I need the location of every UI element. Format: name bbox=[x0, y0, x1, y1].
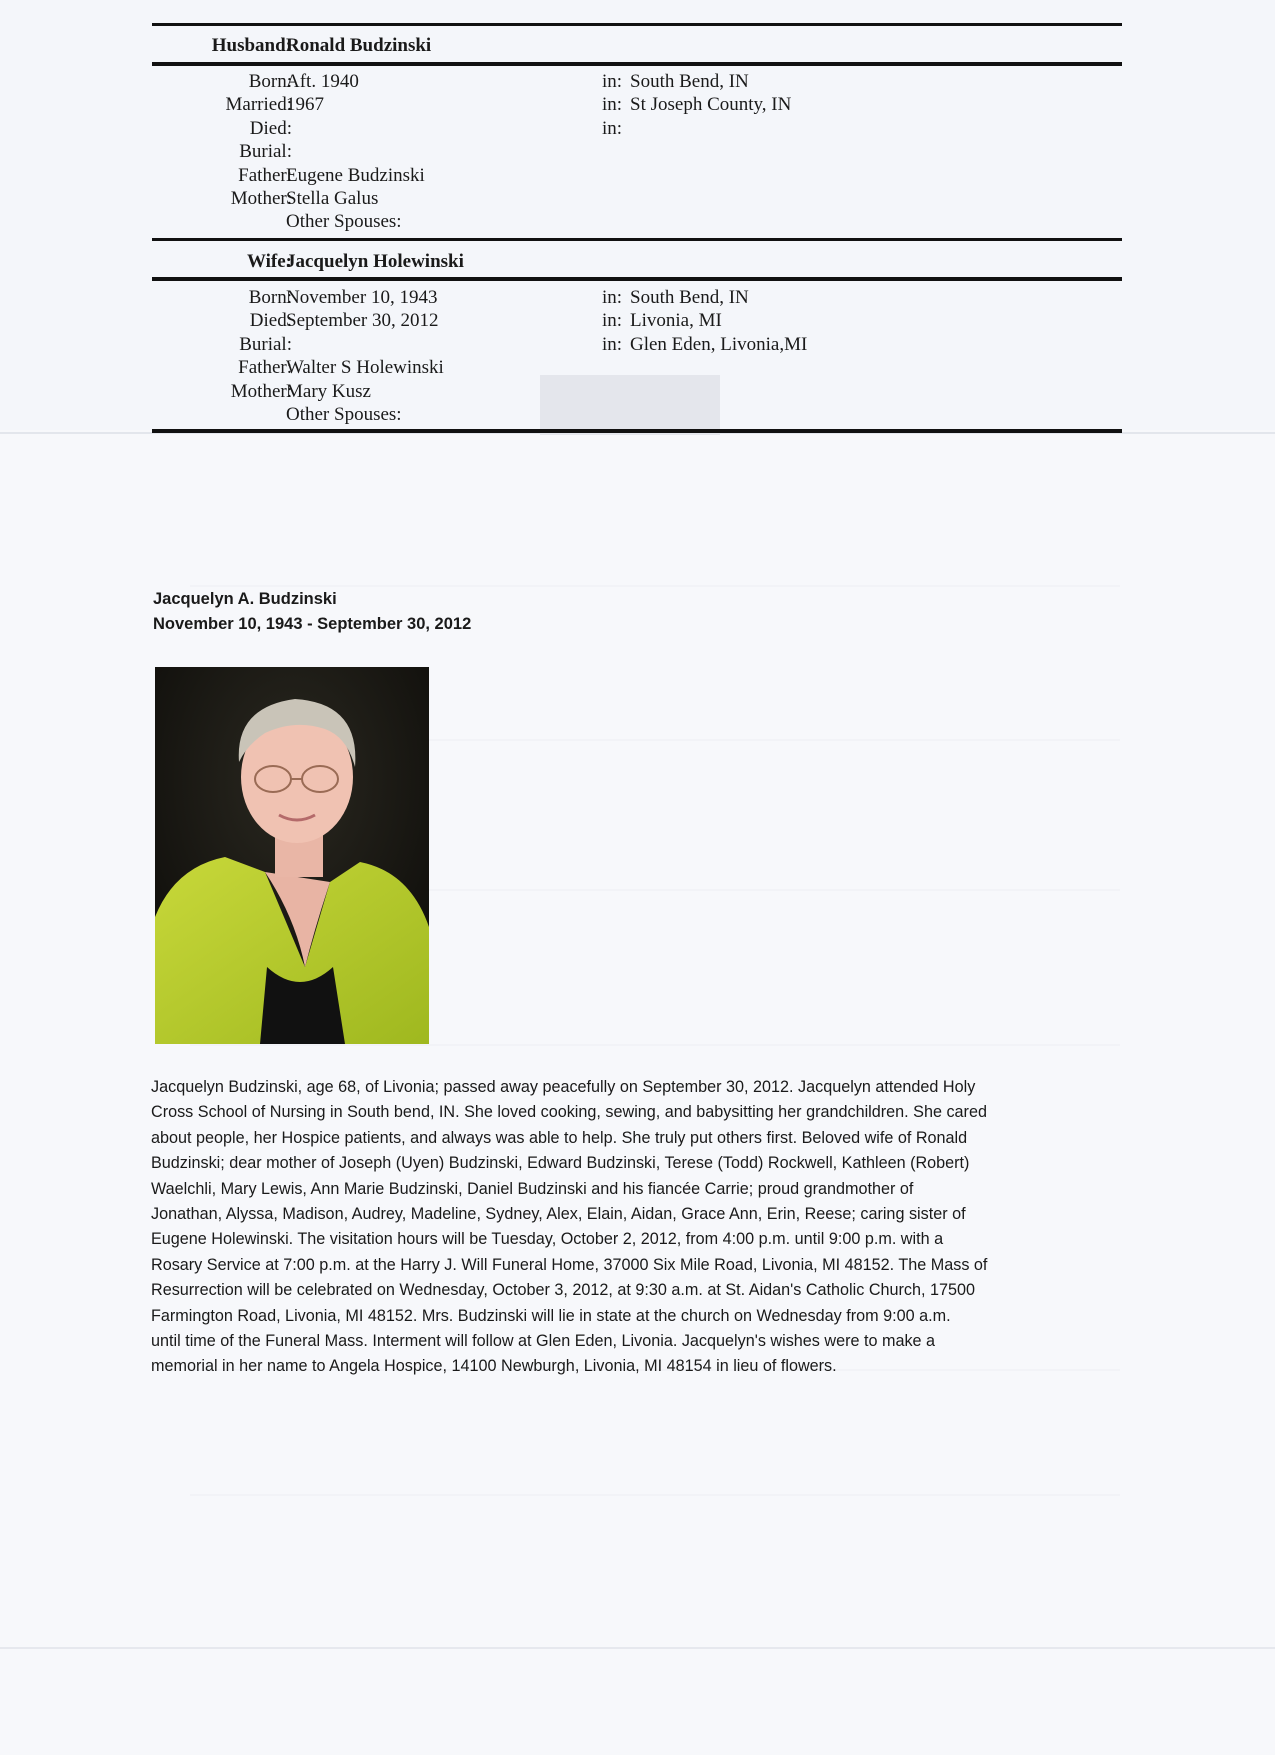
obituary-line: Resurrection will be celebrated on Wednesday, October 3, 2012, at 9:30 a.m. at St. Aidan's Catholic Church, 17500 bbox=[151, 1281, 976, 1300]
place-label: in: bbox=[602, 310, 623, 332]
portrait-photo bbox=[155, 667, 429, 1044]
husband-row-burial bbox=[152, 141, 1122, 164]
field-label: Married: bbox=[225, 94, 292, 116]
wife-details bbox=[152, 287, 1122, 427]
obituary-line: Rosary Service at 7:00 p.m. at the Harry J. Will Funeral Home, 37000 Six Mile Road, Livonia, MI 48152. The Mass of bbox=[151, 1255, 988, 1274]
divider-rule bbox=[152, 238, 1122, 241]
wife-row-other-spouses bbox=[152, 404, 1122, 427]
husband-row-father bbox=[152, 165, 1122, 188]
place-value: Livonia, MI bbox=[630, 310, 722, 332]
husband-row-married bbox=[152, 94, 1122, 117]
divider-rule bbox=[152, 429, 1122, 433]
wife-row-burial bbox=[152, 334, 1122, 357]
obituary-line: Cross School of Nursing in South bend, IN. She loved cooking, sewing, and babysitting her grandchildren. She cared bbox=[151, 1103, 987, 1122]
obituary-text bbox=[151, 1075, 1131, 1380]
obituary-line: Budzinski; dear mother of Joseph (Uyen) Budzinski, Edward Budzinski, Terese (Todd) Rockwell, Kathleen (Robert) bbox=[151, 1154, 970, 1173]
divider-rule bbox=[152, 62, 1122, 66]
field-label: Burial: bbox=[239, 141, 292, 163]
wife-row-mother bbox=[152, 381, 1122, 404]
field-label: Father: bbox=[238, 357, 292, 379]
wife-name: Jacquelyn Holewinski bbox=[286, 251, 464, 272]
husband-details bbox=[152, 71, 1122, 235]
obituary-line: Eugene Holewinski. The visitation hours will be Tuesday, October 2, 2012, from 4:00 p.m. until 9:00 p.m. with a bbox=[151, 1230, 944, 1249]
wife-row-father bbox=[152, 357, 1122, 380]
field-label: Mother: bbox=[230, 187, 292, 209]
place-value: South Bend, IN bbox=[630, 287, 749, 308]
wife-row-died bbox=[152, 310, 1122, 333]
obituary-line: Farmington Road, Livonia, MI 48152. Mrs. Budzinski will lie in state at the church on Wednesday from 9:00 a.m. bbox=[151, 1306, 951, 1325]
place-value: South Bend, IN bbox=[630, 71, 749, 92]
obituary-line: until time of the Funeral Mass. Interment will follow at Glen Eden, Livonia. Jacquelyn's wishes were to make a bbox=[151, 1332, 936, 1351]
portrait-illustration bbox=[155, 667, 429, 1044]
obituary-line: Jacquelyn Budzinski, age 68, of Livonia; passed away peacefully on September 30, 2012. Jacquelyn attended Holy bbox=[151, 1078, 976, 1096]
wife-heading-label: Wife: bbox=[246, 251, 292, 272]
obituary-line: Jonathan, Alyssa, Madison, Audrey, Madeline, Sydney, Alex, Elain, Aidan, Grace Ann, Erin, Reese; caring sister of bbox=[151, 1205, 966, 1224]
field-label: Father: bbox=[238, 164, 292, 186]
field-label: Died: bbox=[249, 310, 292, 332]
field-label: Born: bbox=[248, 287, 292, 308]
field-value: Stella Galus bbox=[286, 187, 379, 209]
field-label: Mother: bbox=[230, 380, 292, 402]
place-label: in: bbox=[602, 117, 623, 139]
field-value: Mary Kusz bbox=[286, 380, 371, 402]
place-label: in: bbox=[602, 333, 623, 355]
field-label: Died: bbox=[249, 117, 292, 139]
field-value: November 10, 1943 bbox=[286, 287, 438, 308]
divider-rule bbox=[152, 277, 1122, 281]
field-label: Born: bbox=[248, 71, 292, 92]
obituary-dates: November 10, 1943 - September 30, 2012 bbox=[153, 615, 472, 633]
field-value: 1967 bbox=[286, 94, 324, 116]
husband-row-born bbox=[152, 71, 1122, 94]
field-value: Other Spouses: bbox=[286, 211, 402, 233]
place-label: in: bbox=[602, 287, 623, 308]
divider-rule bbox=[152, 23, 1122, 26]
husband-name: Ronald Budzinski bbox=[286, 35, 432, 56]
field-value: Eugene Budzinski bbox=[286, 164, 425, 186]
obituary-name: Jacquelyn A. Budzinski bbox=[153, 590, 337, 608]
place-value: Glen Eden, Livonia,MI bbox=[630, 333, 808, 355]
husband-row-died bbox=[152, 118, 1122, 141]
husband-heading-label: Husband: bbox=[211, 35, 292, 56]
husband-row-other-spouses bbox=[152, 211, 1122, 234]
obituary-line: Waelchli, Mary Lewis, Ann Marie Budzinski, Daniel Budzinski and his fiancée Carrie; proud grandmother of bbox=[151, 1179, 914, 1198]
field-value: September 30, 2012 bbox=[286, 310, 439, 332]
husband-row-mother bbox=[152, 188, 1122, 211]
field-value: Other Spouses: bbox=[286, 403, 402, 425]
obituary-line: about people, her Hospice patients, and always was able to help. She truly put others first. Beloved wife of Ronald bbox=[151, 1128, 968, 1147]
place-label: in: bbox=[602, 71, 623, 92]
obituary-line: memorial in her name to Angela Hospice, 14100 Newburgh, Livonia, MI 48154 in lieu of flowers. bbox=[151, 1357, 837, 1376]
field-value: Walter S Holewinski bbox=[286, 357, 444, 379]
field-value: Aft. 1940 bbox=[286, 71, 359, 92]
field-label: Burial: bbox=[239, 333, 292, 355]
place-label: in: bbox=[602, 94, 623, 116]
wife-row-born bbox=[152, 287, 1122, 310]
place-value: St Joseph County, IN bbox=[630, 94, 792, 116]
